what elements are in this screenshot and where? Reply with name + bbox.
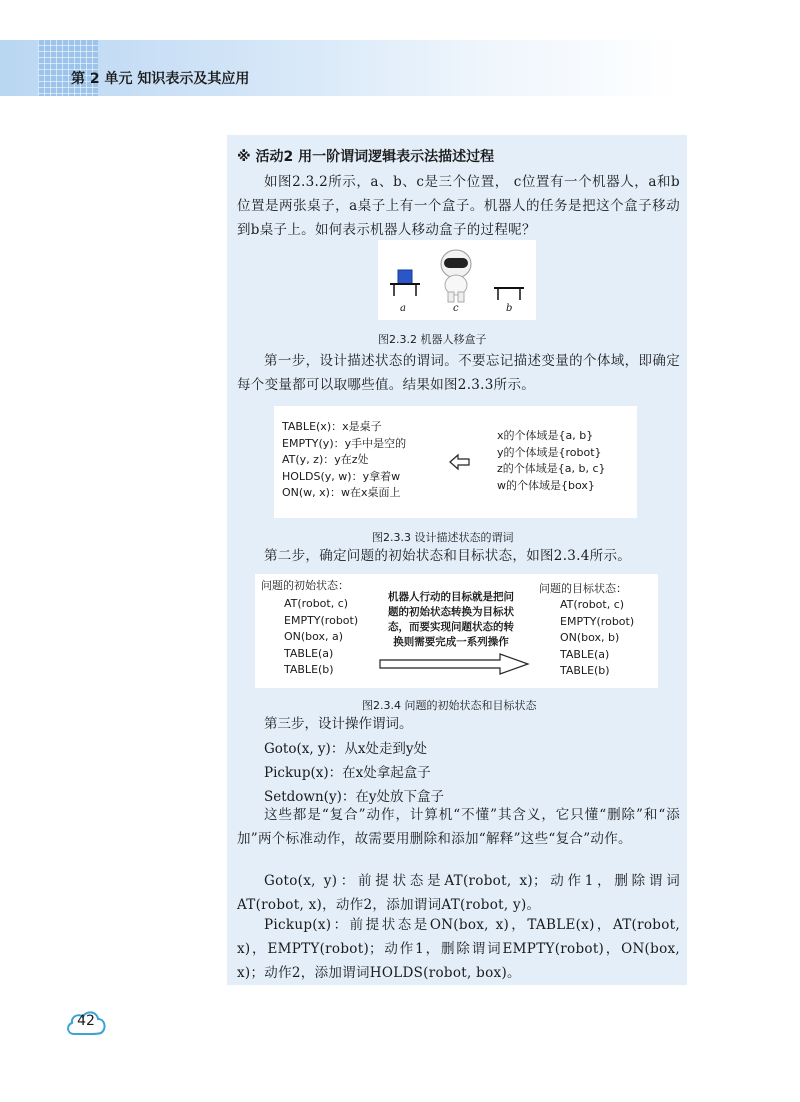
label-b: b [506,303,513,314]
initial-state-list [284,596,379,679]
domain-item: w的个体域是{box} [497,478,595,492]
domain-list [497,428,637,494]
op-goto: Goto(x, y)：从x处走到y处 [264,741,428,757]
predicate-item: AT(y, z)：y在z处 [282,453,369,466]
state-item: AT(robot, c) [560,598,625,611]
pickup-paragraph: Pickup(x)：前提状态是ON(box, x)，TABLE(x)，AT(robot, x)，EMPTY(robot)；动作1，删除谓词EMPTY(robot)，ON(box, x)；动作2，添加谓词HOLDS(robot, box)。 [237,917,680,981]
state-item: TABLE(b) [284,663,334,676]
fig234-caption: 图2.3.4 问题的初始状态和目标状态 [362,699,537,712]
robot-shape [441,250,471,302]
activity-title: ※ 活动2 用一阶谓词逻辑表示法描述过程 [237,149,495,165]
intro-paragraph: 如图2.3.2所示，a、b、c是三个位置， c位置有一个机器人，a和b位置是两张桌子，a桌子上有一个盒子。机器人的任务是把这个盒子移动到b桌子上。如何表示机器人移动盒子的过程呢？ [237,174,680,238]
page-number: 42 [77,1013,95,1029]
unit-title: 第 2 单元 知识表示及其应用 [71,71,250,87]
goto-paragraph: Goto(x, y)：前提状态是AT(robot, x)；动作1，删除谓词 AT(robot, x)，动作2，添加谓词AT(robot, y)。 [237,873,680,913]
domain-item: x的个体域是{a, b} [497,429,594,442]
predicate-item: HOLDS(y, w)：y拿着w [282,469,401,483]
predicate-item: ON(w, x)：w在x桌面上 [282,486,401,499]
transition-note: 机器人行动的目标就是把问 题的初始状态转换为目标状 态，而要实现问题状态的转 换则需要完成一系列操作 [388,591,514,648]
predicate-item: TABLE(x)：x是桌子 [282,420,382,433]
predicate-item: EMPTY(y)：y手中是空的 [282,436,407,450]
state-item: TABLE(a) [284,646,334,660]
goal-state-list [560,597,655,680]
state-item: ON(box, b) [560,631,620,644]
step1-paragraph: 第一步，设计描述状态的谓词。不要忘记描述变量的个体域，即确定每个变量都可以取哪些值。结果如图2.3.3所示。 [237,353,680,393]
state-item: TABLE(a) [560,647,610,661]
initial-state-title: 问题的初始状态： [261,579,349,592]
left-arrow-icon [449,453,471,471]
step3-title: 第三步，设计操作谓词。 [264,716,413,732]
op-setdown: Setdown(y)：在y处放下盒子 [264,789,444,805]
fig233-caption: 图2.3.3 设计描述状态的谓词 [372,531,514,544]
state-item: EMPTY(robot) [560,614,635,628]
state-item: EMPTY(robot) [284,613,359,627]
compound-paragraph: 这些都是“复合”动作，计算机“不懂”其含义，它只懂“删除”和“添加”两个标准动作，故需要用删除和添加“解释”这些“复合”动作。 [237,807,680,847]
right-arrow-icon [378,653,530,675]
fig232-caption: 图2.3.2 机器人移盒子 [378,333,487,346]
domain-item: y的个体域是{robot} [497,445,602,459]
state-item: ON(box, a) [284,630,344,643]
goal-state-title: 问题的目标状态： [539,582,627,595]
state-item: AT(robot, c) [284,597,349,610]
predicate-list [282,419,452,502]
state-item: TABLE(b) [560,664,610,677]
op-pickup: Pickup(x)：在x处拿起盒子 [264,765,431,781]
label-a: a [400,303,406,314]
box-shape [398,270,412,284]
step2-paragraph: 第二步，确定问题的初始状态和目标状态，如图2.3.4所示。 [264,548,632,564]
domain-item: z的个体域是{a, b, c} [497,462,606,475]
label-c: c [453,303,459,314]
